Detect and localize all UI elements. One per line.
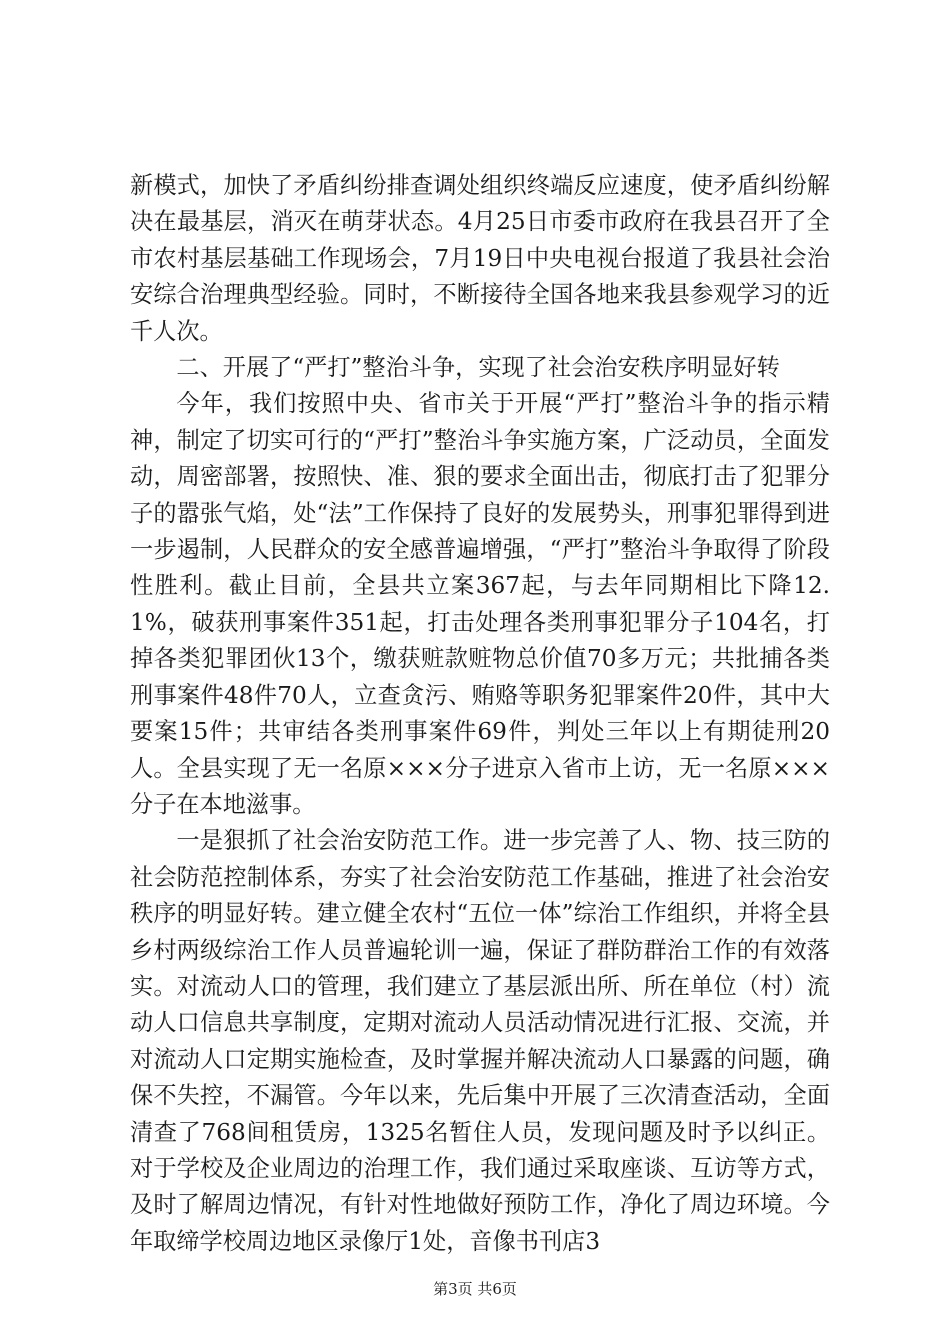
document-body bbox=[130, 168, 830, 1260]
page-footer: 第3页 共6页 bbox=[433, 1280, 517, 1298]
paragraph-4: 一是狠抓了社会治安防范工作。进一步完善了人、物、技三防的社会防范控制体系，夯实了社会治安防范工作基础，推进了社会治安秩序的明显好转。建立健全农村“五位一体”综治工作组织，并将全县乡村两级综治工作人员普遍轮训一遍，保证了群防群治工作的有效落实。对流动人口的管理，我们建立了基层派出所、所在单位（村）流动人口信息共享制度，定期对流动人员活动情况进行汇报、交流，并对流动人口定期实施检查，及时掌握并解决流动人口暴露的问题，确保不失控，不漏管。今年以来，先后集中开展了三次清查活动，全面清查了768间租赁房，1325名暂住人员，发现问题及时予以纠正。对于学校及企业周边的治理工作，我们通过采取座谈、互访等方式，及时了解周边情况，有针对性地做好预防工作，净化了周边环境。今年取缔学校周边地区录像厅1处，音像书刊店3 bbox=[130, 827, 830, 1255]
section-heading-2: 二、开展了“严打”整治斗争，实现了社会治安秩序明显好转 bbox=[176, 354, 780, 382]
paragraph-3: 今年，我们按照中央、省市关于开展“严打”整治斗争的指示精神，制定了切实可行的“严打”整治斗争实施方案，广泛动员，全面发动，周密部署，按照快、准、狠的要求全面出击，彻底打击了犯罪分子的嚣张气焰，处“法”工作保持了良好的发展势头，刑事犯罪得到进一步遏制，人民群众的安全感普遍增强，“严打”整治斗争取得了阶段性胜利。截止目前，全县共立案367起，与去年同期相比下降12.1%，破获刑事案件351起，打击处理各类刑事犯罪分子104名，打掉各类犯罪团伙13个，缴获赃款赃物总价值70多万元；共批捕各类刑事案件48件70人，立查贪污、贿赂等职务犯罪案件20件，其中大要案15件；共审结各类刑事案件69件，判处三年以上有期徒刑20人。全县实现了无一名原×××分子进京入省市上访，无一名原×××分子在本地滋事。 bbox=[130, 390, 830, 818]
paragraph-1: 新模式，加快了矛盾纠纷排查调处组织终端反应速度，使矛盾纠纷解决在最基层，消灭在萌芽状态。4月25日市委市政府在我县召开了全市农村基层基础工作现场会，7月19日中央电视台报道了我县社会治安综合治理典型经验。同时，不断接待全国各地来我县参观学习的近千人次。 bbox=[130, 172, 830, 345]
